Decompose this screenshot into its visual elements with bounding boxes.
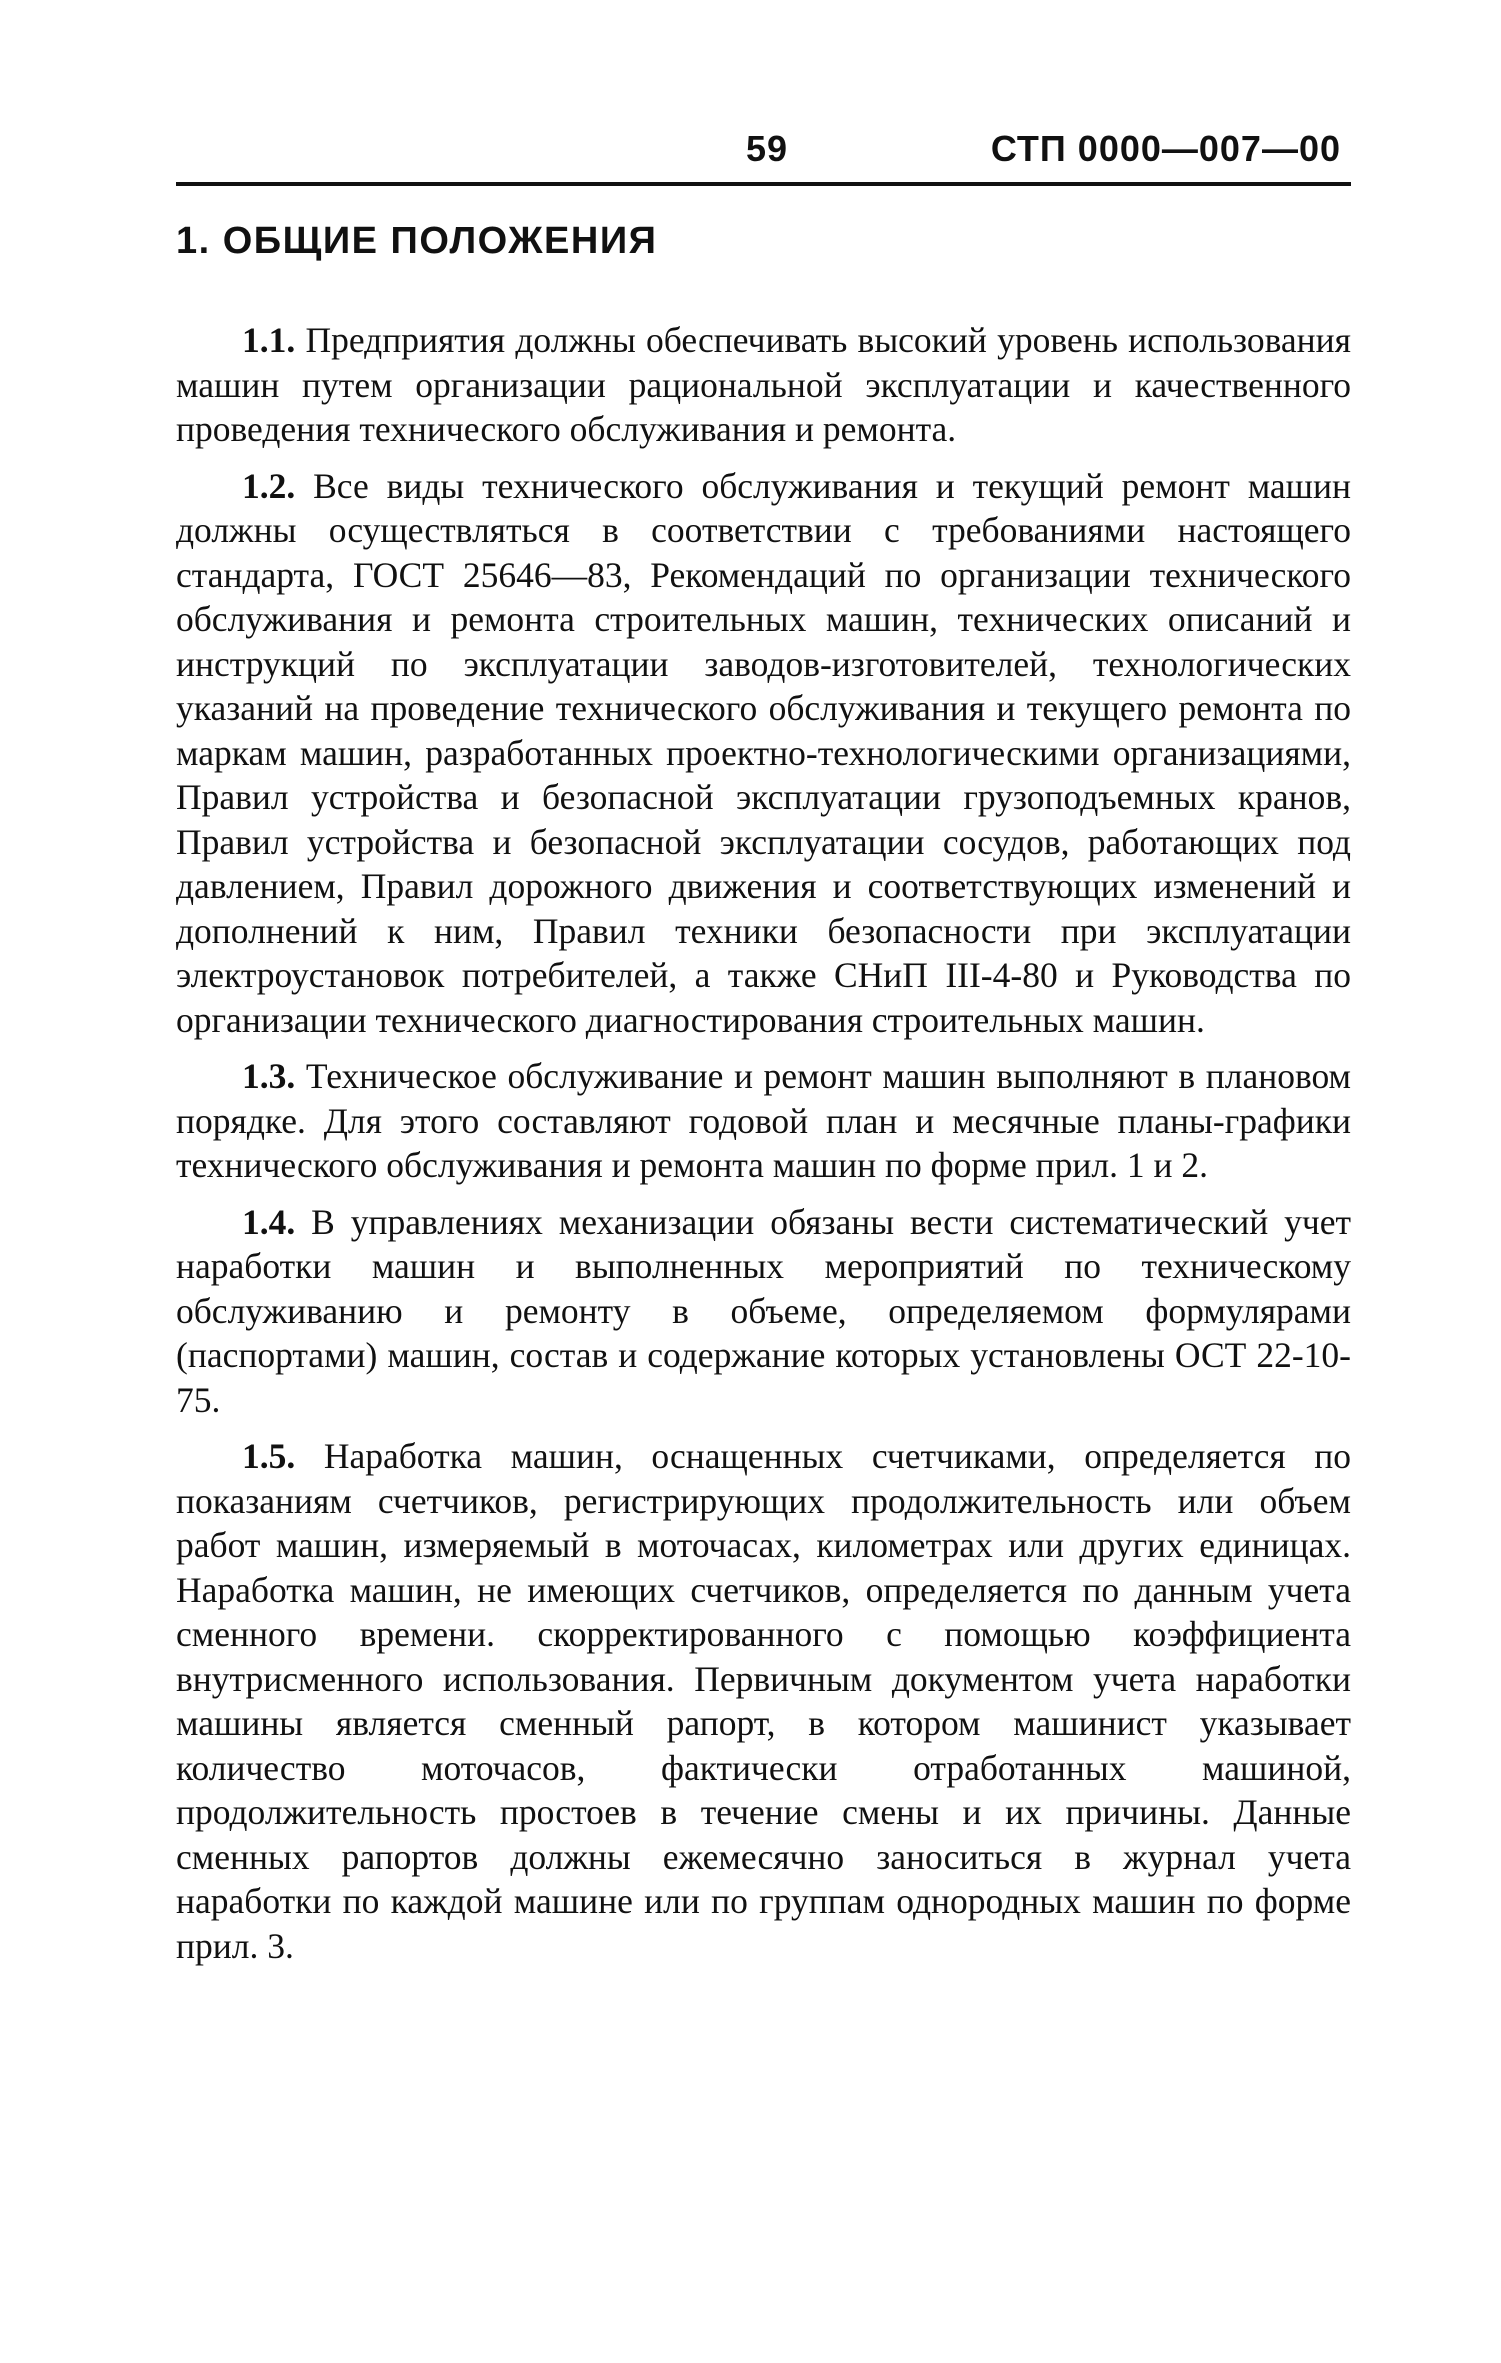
section-body	[176, 318, 1351, 1980]
paragraph-1-5	[176, 1434, 1351, 1968]
paragraph-text: Все виды технического обслуживания и текущий ремонт машин должны осуществляться в соответствии с требованиями настоящего стандарта, ГОСТ 25646—83, Рекомендаций по организации технического обслуживания и ремонта строительных машин, технических описаний и инструкций по эксплуатации заводов-изготовителей, технологических указаний на проведение технического обслуживания и текущего ремонта по маркам машин, разработанных проектно-технологическими организациями, Правил устройства и безопасной эксплуатации грузоподъемных кранов, Правил устройства и безопасной эксплуатации сосудов, работающих под давлением, Правил дорожного движения и соответствующих изменений и дополнений к ним, Правил техники безопасности при эксплуатации электроустановок потребителей, а также СНиП III-4-80 и Руководства по организации технического диагностирования строительных машин.	[176, 465, 1352, 1040]
document-code: СТП 0000—007—00	[990, 128, 1341, 169]
paragraph-text: В управлениях механизации обязаны вести систематический учет наработки машин и выполненных мероприятий по техническому обслуживанию и ремонту в объеме, определяемом формулярами (паспортами) машин, состав и содержание которых установлены ОСТ 22-10-75.	[176, 1201, 1351, 1420]
paragraph-1-4	[176, 1200, 1351, 1423]
header-rule	[176, 182, 1351, 186]
paragraph-text: Наработка машин, оснащенных счетчиками, определяется по показаниям счетчиков, регистрирующих продолжительность или объем работ машин, измеряемый в моточасах, километрах или других единицах. Наработка машин, не имеющих счетчиков, определяется по данным учета сменного времени. скорректированного с помощью коэффициента внутрисменного использования. Первичным документом учета наработки машины является сменный рапорт, в котором машинист указывает количество моточасов, фактически отработанных машиной, продолжительность простоев в течение смены и их причины. Данные сменных рапортов должны ежемесячно заноситься в журнал учета наработки по каждой машине или по группам однородных машин по форме прил. 3.	[176, 1436, 1352, 1966]
paragraph-number: 1.2.	[242, 465, 296, 506]
paragraph-number: 1.1.	[242, 320, 296, 360]
section-title: 1. ОБЩИЕ ПОЛОЖЕНИЯ	[176, 220, 658, 262]
paragraph-1-1	[176, 318, 1351, 452]
paragraph-text: Техническое обслуживание и ремонт машин выполняют в плановом порядке. Для этого составляют годовой план и месячные планы-графики технического обслуживания и ремонта машин по форме прил. 1 и 2.	[176, 1056, 1352, 1185]
paragraph-number: 1.5.	[242, 1436, 296, 1476]
paragraph-1-2	[176, 464, 1351, 1043]
page-number: 59	[746, 128, 789, 169]
paragraph-text: Предприятия должны обеспечивать высокий уровень использования машин путем организации рациональной эксплуатации и качественного проведения технического обслуживания и ремонта.	[176, 320, 1351, 449]
paragraph-number: 1.4.	[242, 1201, 296, 1242]
page-header	[176, 118, 1351, 188]
paragraph-1-3	[176, 1054, 1351, 1188]
paragraph-number: 1.3.	[242, 1056, 296, 1096]
